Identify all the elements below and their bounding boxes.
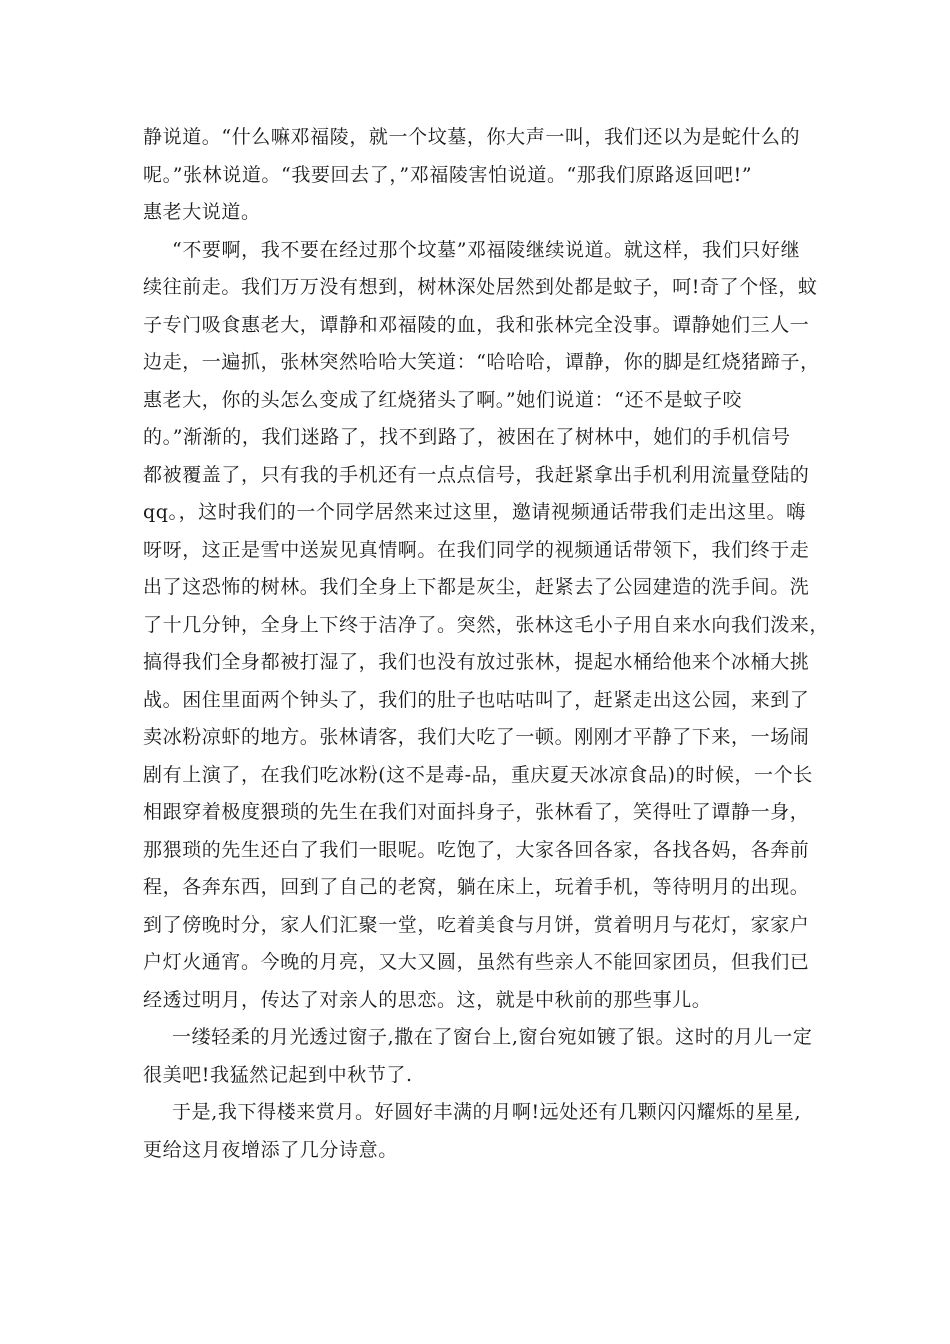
text-line: 一缕轻柔的月光透过窗子,撒在了窗台上,窗台宛如镀了银。这时的月儿一定 xyxy=(172,1026,813,1048)
text-line: 于是,我下得楼来赏月。好圆好丰满的月啊!远处还有几颗闪闪耀烁的星星, xyxy=(172,1101,802,1123)
text-line: 剧有上演了，在我们吃冰粉(这不是毒-品，重庆夏天冰凉食品)的时候，一个长 xyxy=(143,764,813,786)
text-line: 更给这月夜增添了几分诗意。 xyxy=(143,1139,398,1161)
text-line: 呢。”张林说道。“我要回去了，”邓福陵害怕说道。“那我们原路返回吧!” xyxy=(143,164,753,186)
text-line: 相跟穿着极度猥琐的先生在我们对面抖身子，张林看了，笑得吐了谭静一身， xyxy=(143,801,810,823)
text-line: 惠老大，你的头怎么变成了红烧猪头了啊。”她们说道：“还不是蚊子咬 xyxy=(143,389,743,411)
text-line: 边走，一遍抓，张林突然哈哈大笑道：“哈哈哈，谭静，你的脚是红烧猪蹄子， xyxy=(143,351,820,373)
text-line: 了十几分钟，全身上下终于洁净了。突然，张林这毛小子用自来水向我们泼来， xyxy=(143,614,830,636)
text-line: “不要啊，我不要在经过那个坟墓”邓福陵继续说道。就这样，我们只好继 xyxy=(172,239,801,261)
text-line: 呀呀，这正是雪中送炭见真情啊。在我们同学的视频通话带领下，我们终于走 xyxy=(143,539,810,561)
text-line: 程，各奔东西，回到了自己的老窝，躺在床上，玩着手机，等待明月的出现。 xyxy=(143,876,810,898)
text-line: 惠老大说道。 xyxy=(143,201,261,223)
text-line: 战。困住里面两个钟头了，我们的肚子也咕咕叫了，赶紧走出这公园，来到了 xyxy=(143,689,810,711)
text-line: 静说道。“什么嘛邓福陵，就一个坟墓，你大声一叫，我们还以为是蛇什么的 xyxy=(143,126,801,148)
text-line: 到了傍晚时分，家人们汇聚一堂，吃着美食与月饼，赏着明月与花灯，家家户 xyxy=(143,914,810,936)
text-line: 很美吧!我猛然记起到中秋节了. xyxy=(143,1064,413,1086)
text-line: 出了这恐怖的树林。我们全身上下都是灰尘，赶紧去了公园建造的洗手间。洗 xyxy=(143,576,810,598)
text-line: 续往前走。我们万万没有想到，树林深处居然到处都是蚊子，呵!奇了个怪，蚊 xyxy=(143,276,818,298)
text-line: 的。”渐渐的，我们迷路了，找不到路了，被困在了树林中，她们的手机信号 xyxy=(143,426,791,448)
text-line: 搞得我们全身都被打湿了，我们也没有放过张林，提起水桶给他来个冰桶大挑 xyxy=(143,651,810,673)
text-line: 经透过明月，传达了对亲人的思恋。这，就是中秋前的那些事儿。 xyxy=(143,989,712,1011)
text-line: 都被覆盖了，只有我的手机还有一点点信号，我赶紧拿出手机利用流量登陆的 xyxy=(143,464,810,486)
text-line: 子专门吸食惠老大，谭静和邓福陵的血，我和张林完全没事。谭静她们三人一 xyxy=(143,314,810,336)
text-line: 那猥琐的先生还白了我们一眼呢。吃饱了，大家各回各家，各找各妈，各奔前 xyxy=(143,839,810,861)
text-line: qq。，这时我们的一个同学居然来过这里，邀请视频通话带我们走出这里。嗨 xyxy=(143,501,806,523)
text-line: 卖冰粉凉虾的地方。张林请客，我们大吃了一顿。刚刚才平静了下来，一场闹 xyxy=(143,726,810,748)
text-line: 户灯火通宵。今晚的月亮，又大又圆，虽然有些亲人不能回家团员，但我们已 xyxy=(143,951,810,973)
